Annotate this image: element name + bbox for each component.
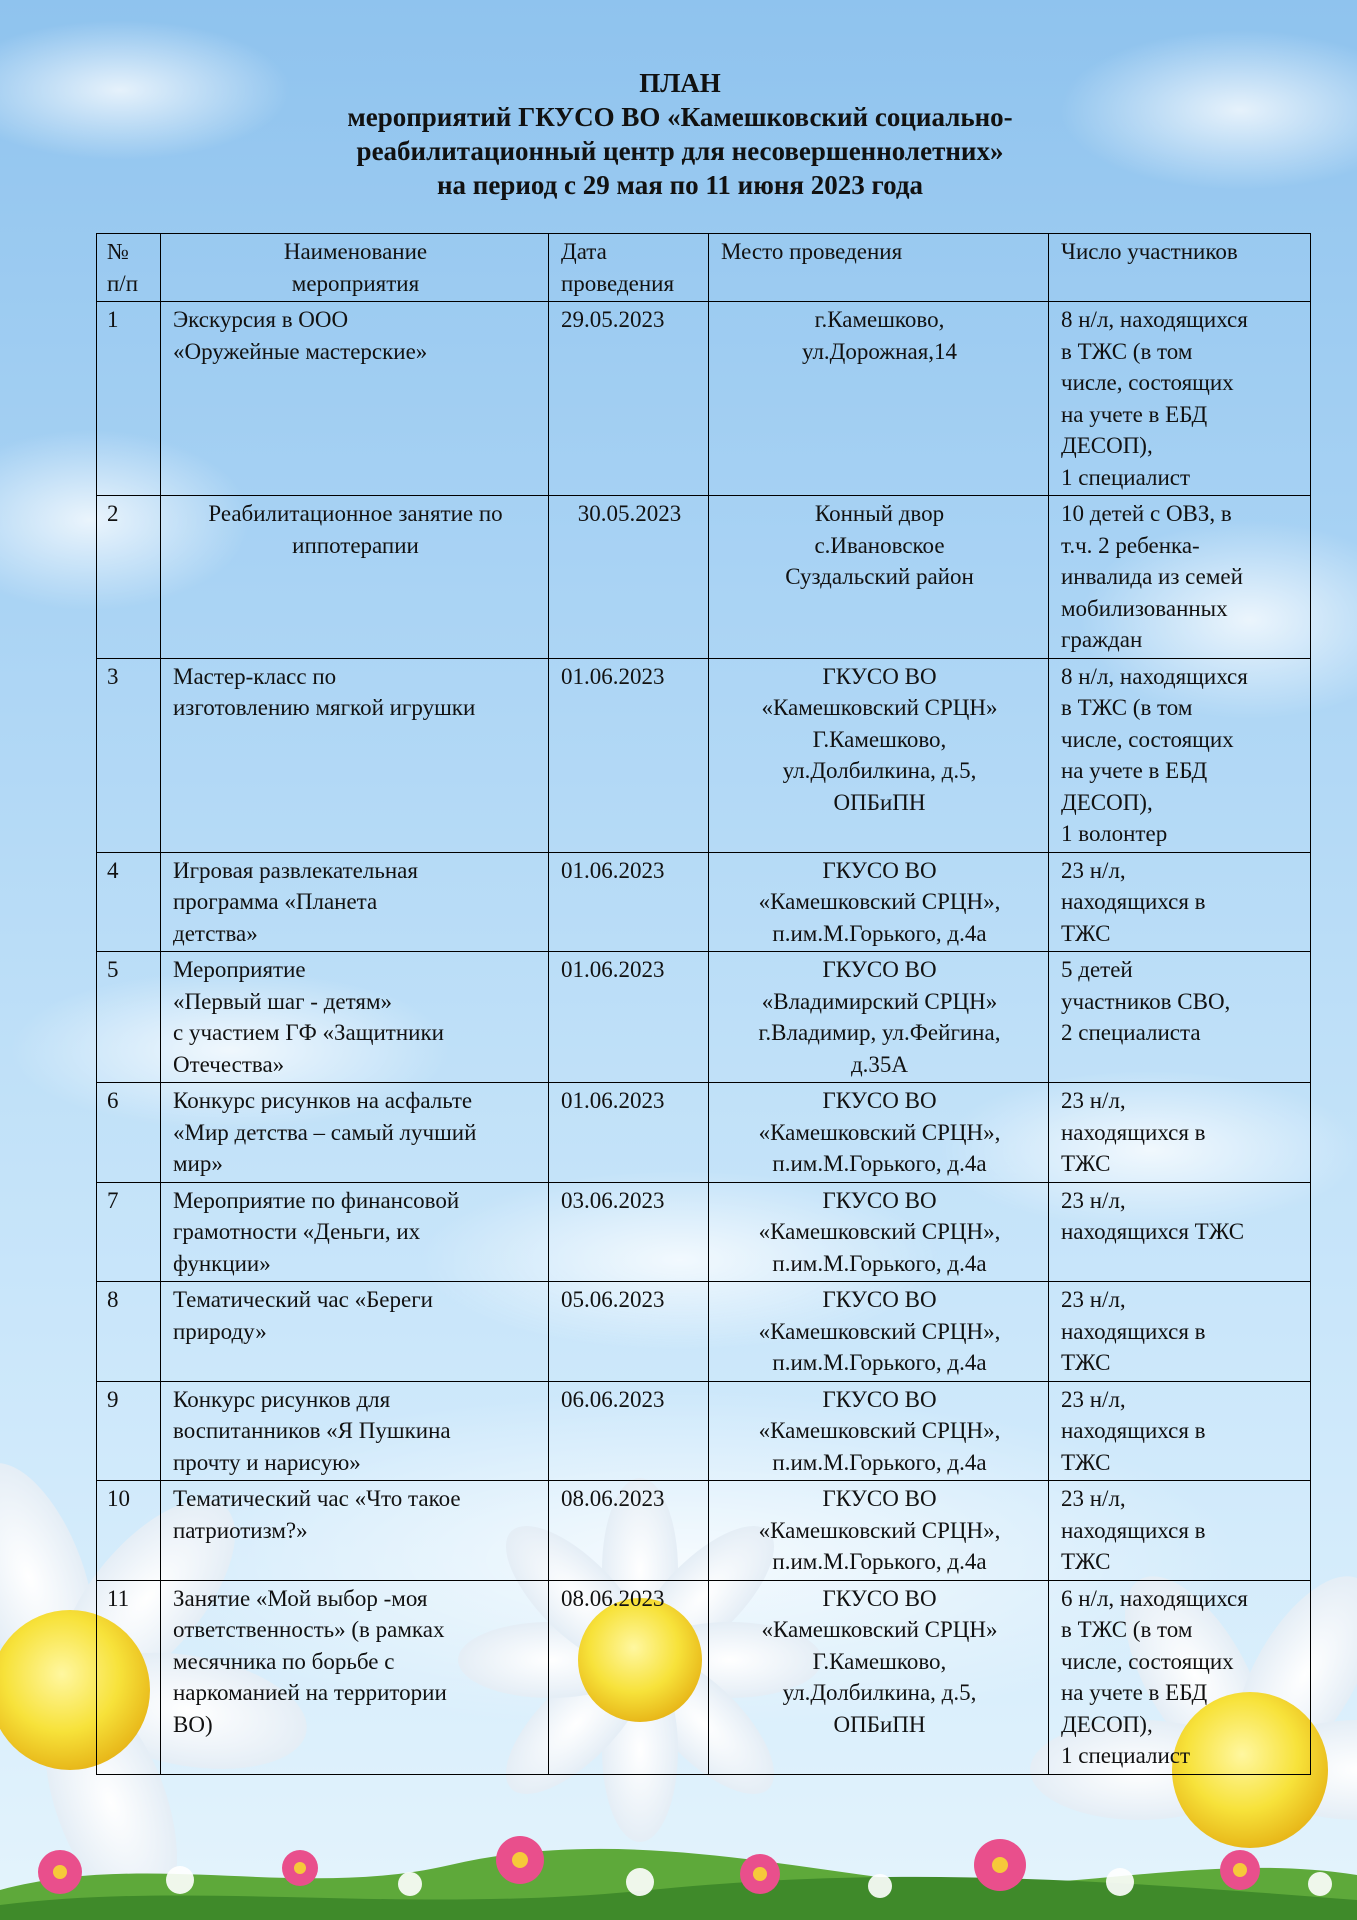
cell-participants: 23 н/л, находящихся в ТЖС: [1049, 1381, 1311, 1481]
header-name: Наименование мероприятия: [161, 234, 549, 302]
cell-place: ГКУСО ВО «Камешковский СРЦН», п.им.М.Горького, д.4а: [709, 1481, 1049, 1581]
cell-event-name: Тематический час «Береги природу»: [161, 1282, 549, 1382]
title-plan: ПЛАН: [639, 68, 721, 98]
cell-num: 10: [97, 1481, 161, 1581]
cell-participants: 23 н/л, находящихся в ТЖС: [1049, 1083, 1311, 1183]
cell-participants: 6 н/л, находящихся в ТЖС (в том числе, состоящих на учете в ЕБД ДЕСОП), 1 специалист: [1049, 1580, 1311, 1774]
cell-event-name: Мероприятие «Первый шаг - детям» с участием ГФ «Защитники Отечества»: [161, 952, 549, 1083]
cell-date: 29.05.2023: [549, 302, 709, 496]
cell-num: 3: [97, 658, 161, 852]
cell-event-name: Экскурсия в ООО «Оружейные мастерские»: [161, 302, 549, 496]
cell-place: г.Камешково, ул.Дорожная,14: [709, 302, 1049, 496]
title-line-3: реабилитационный центр для несовершеннолетних»: [356, 136, 1004, 166]
cell-event-name: Конкурс рисунков на асфальте «Мир детства – самый лучший мир»: [161, 1083, 549, 1183]
header-date: Дата проведения: [549, 234, 709, 302]
table-row: [97, 1381, 1311, 1481]
cell-num: 6: [97, 1083, 161, 1183]
cell-participants: 23 н/л, находящихся в ТЖС: [1049, 852, 1311, 952]
cell-event-name: Конкурс рисунков для воспитанников «Я Пушкина прочту и нарисую»: [161, 1381, 549, 1481]
cell-event-name: Игровая развлекательная программа «Планета детства»: [161, 852, 549, 952]
cell-event-name: Мероприятие по финансовой грамотности «Деньги, их функции»: [161, 1182, 549, 1282]
cell-date: 01.06.2023: [549, 952, 709, 1083]
cell-num: 11: [97, 1580, 161, 1774]
cell-event-name: Реабилитационное занятие по иппотерапии: [161, 496, 549, 659]
cell-participants: 23 н/л, находящихся в ТЖС: [1049, 1481, 1311, 1581]
cell-participants: 8 н/л, находящихся в ТЖС (в том числе, состоящих на учете в ЕБД ДЕСОП), 1 волонтер: [1049, 658, 1311, 852]
cell-num: 4: [97, 852, 161, 952]
cell-date: 03.06.2023: [549, 1182, 709, 1282]
table-row: [97, 1580, 1311, 1774]
cell-participants: 8 н/л, находящихся в ТЖС (в том числе, состоящих на учете в ЕБД ДЕСОП), 1 специалист: [1049, 302, 1311, 496]
title-period: на период с 29 мая по 11 июня 2023 года: [437, 170, 923, 200]
flower-garland: [0, 1836, 1357, 1920]
cell-place: ГКУСО ВО «Камешковский СРЦН», п.им.М.Горького, д.4а: [709, 852, 1049, 952]
cell-place: ГКУСО ВО «Камешковский СРЦН» Г.Камешково, ул.Долбилкина, д.5, ОПБиПН: [709, 658, 1049, 852]
table-header-row: [97, 234, 1311, 302]
cell-event-name: Занятие «Мой выбор -моя ответственность» (в рамках месячника по борьбе с наркоманией на территории ВО): [161, 1580, 549, 1774]
header-num: № п/п: [97, 234, 161, 302]
cell-date: 08.06.2023: [549, 1481, 709, 1581]
cell-event-name: Тематический час «Что такое патриотизм?»: [161, 1481, 549, 1581]
cell-place: ГКУСО ВО «Камешковский СРЦН» Г.Камешково, ул.Долбилкина, д.5, ОПБиПН: [709, 1580, 1049, 1774]
document-title: [180, 66, 1180, 202]
cell-participants: 23 н/л, находящихся в ТЖС: [1049, 1282, 1311, 1382]
cell-num: 1: [97, 302, 161, 496]
table-row: [97, 302, 1311, 496]
cell-date: 01.06.2023: [549, 658, 709, 852]
cell-place: Конный двор с.Ивановское Суздальский район: [709, 496, 1049, 659]
cell-num: 7: [97, 1182, 161, 1282]
cell-num: 5: [97, 952, 161, 1083]
cell-participants: 23 н/л, находящихся ТЖС: [1049, 1182, 1311, 1282]
cell-date: 01.06.2023: [549, 852, 709, 952]
cell-date: 08.06.2023: [549, 1580, 709, 1774]
table-row: [97, 952, 1311, 1083]
table-row: [97, 658, 1311, 852]
cell-place: ГКУСО ВО «Камешковский СРЦН», п.им.М.Горького, д.4а: [709, 1083, 1049, 1183]
cell-place: ГКУСО ВО «Камешковский СРЦН», п.им.М.Горького, д.4а: [709, 1182, 1049, 1282]
cell-date: 06.06.2023: [549, 1381, 709, 1481]
cell-num: 9: [97, 1381, 161, 1481]
table-row: [97, 496, 1311, 659]
cell-event-name: Мастер-класс по изготовлению мягкой игрушки: [161, 658, 549, 852]
cell-date: 05.06.2023: [549, 1282, 709, 1382]
cell-participants: 10 детей с ОВЗ, в т.ч. 2 ребенка- инвалида из семей мобилизованных граждан: [1049, 496, 1311, 659]
table-row: [97, 1083, 1311, 1183]
cell-num: 8: [97, 1282, 161, 1382]
table-row: [97, 1182, 1311, 1282]
table-row: [97, 1282, 1311, 1382]
cell-place: ГКУСО ВО «Владимирский СРЦН» г.Владимир, ул.Фейгина, д.35А: [709, 952, 1049, 1083]
title-line-2: мероприятий ГКУСО ВО «Камешковский социально-: [347, 102, 1013, 132]
header-participants: Число участников: [1049, 234, 1311, 302]
cell-date: 01.06.2023: [549, 1083, 709, 1183]
cell-place: ГКУСО ВО «Камешковский СРЦН», п.им.М.Горького, д.4а: [709, 1282, 1049, 1382]
cell-participants: 5 детей участников СВО, 2 специалиста: [1049, 952, 1311, 1083]
header-place: Место проведения: [709, 234, 1049, 302]
table-row: [97, 852, 1311, 952]
cell-date: 30.05.2023: [549, 496, 709, 659]
events-plan-table: [96, 233, 1311, 1775]
cell-num: 2: [97, 496, 161, 659]
cell-place: ГКУСО ВО «Камешковский СРЦН», п.им.М.Горького, д.4а: [709, 1381, 1049, 1481]
table-row: [97, 1481, 1311, 1581]
